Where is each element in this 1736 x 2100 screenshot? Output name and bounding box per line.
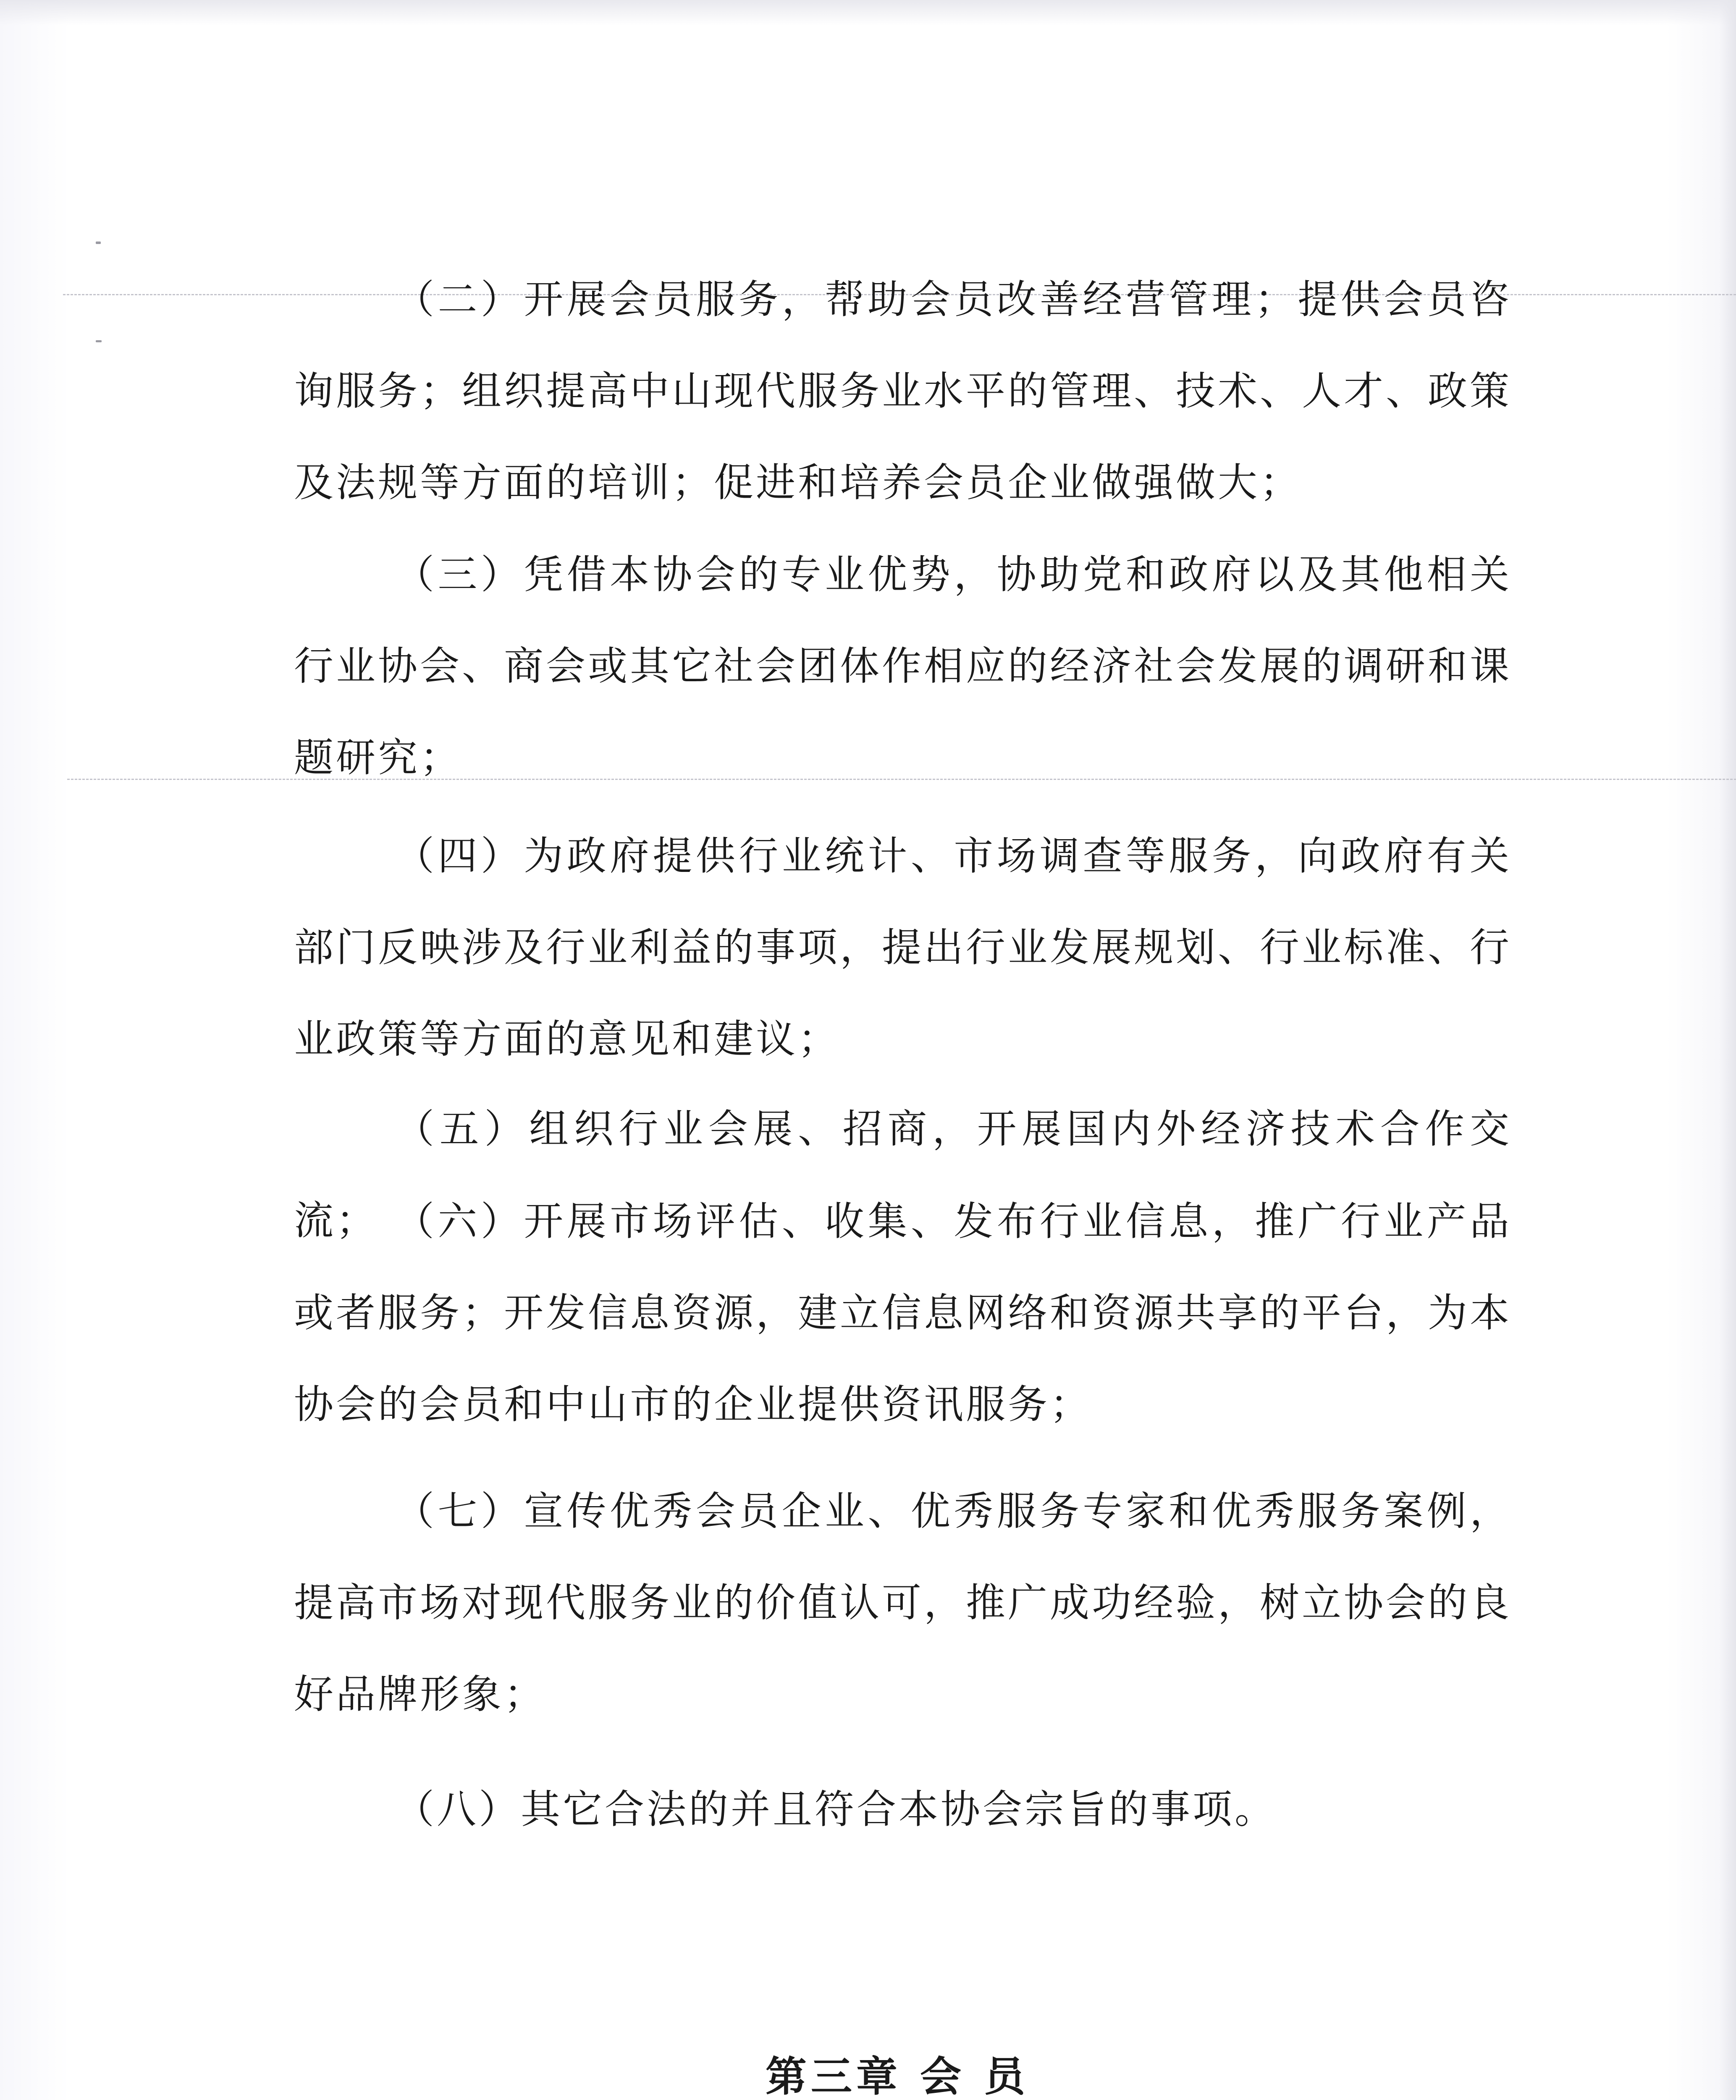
paragraph-item-3: （三）凭借本协会的专业优势，协助党和政府以及其他相关行业协会、商会或其它社会团体作相应的经济社会发展的调研和课题研究； xyxy=(294,552,1512,781)
paragraph-item-2: （二）开展会员服务，帮助会员改善经营管理；提供会员咨询服务；组织提高中山现代服务业水平的管理、技术、人才、政策及法规等方面的培训；促进和培养会员企业做强做大； xyxy=(294,277,1512,506)
paragraph-item-5: （五）组织行业会展、招商，开展国内外经济技术合作交流； xyxy=(294,1106,1512,1244)
chapter-title: 第三章 会 员 xyxy=(765,2053,1030,2100)
scan-speck xyxy=(96,242,101,244)
paragraph-item-7: （七）宣传优秀会员企业、优秀服务专家和优秀服务案例，提高市场对现代服务业的价值认可，推广成功经验，树立协会的良好品牌形象； xyxy=(294,1488,1512,1717)
paragraph-item-6: （六）开展市场评估、收集、发布行业信息，推广行业产品或者服务；开发信息资源，建立信息网络和资源共享的平台，为本协会的会员和中山市的企业提供资讯服务； xyxy=(294,1199,1512,1428)
scan-edge-right xyxy=(1719,0,1736,2100)
paragraph-item-4: （四）为政府提供行业统计、市场调查等服务，向政府有关部门反映涉及行业利益的事项，提出行业发展规划、行业标准、行业政策等方面的意见和建议； xyxy=(294,833,1512,1062)
scan-edge-top xyxy=(0,0,1736,25)
scan-speck xyxy=(96,340,102,342)
paragraph-item-8: （八）其它合法的并且符合本协会宗旨的事项。 xyxy=(395,1787,1277,1832)
